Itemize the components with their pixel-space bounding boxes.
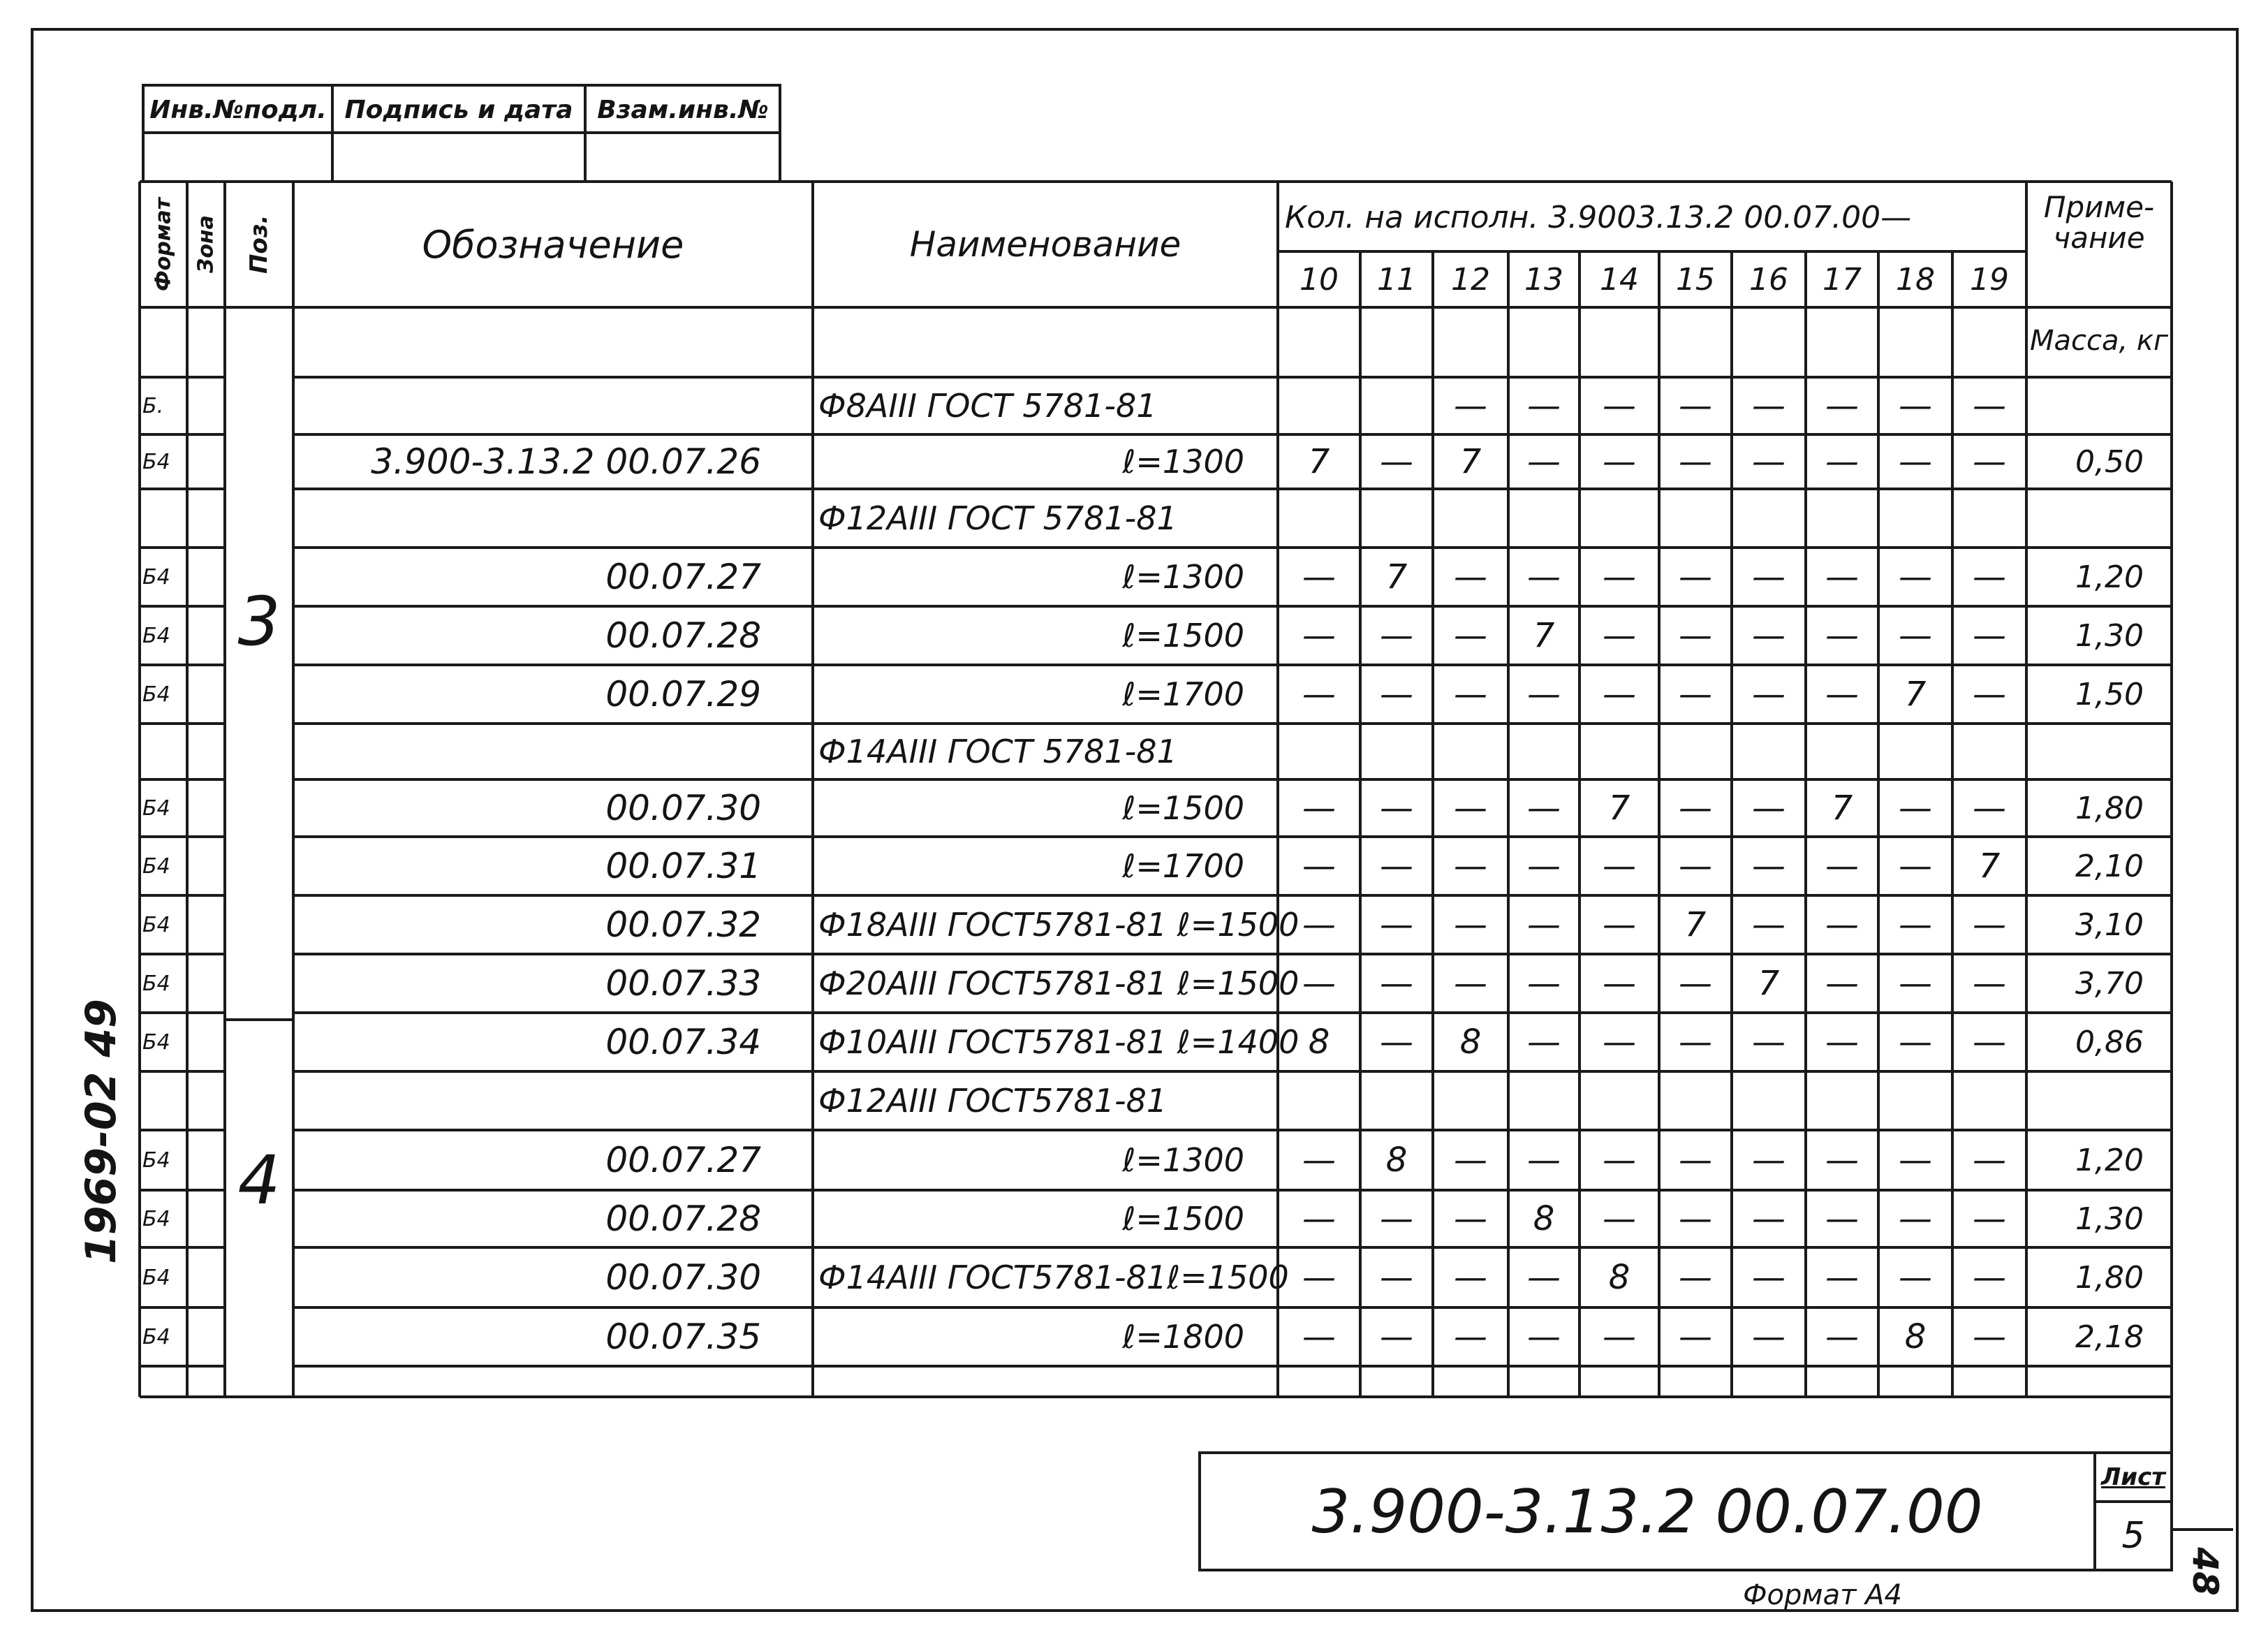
row-qty-10: — bbox=[1302, 616, 1336, 655]
row-qty-18 bbox=[1880, 1074, 1951, 1127]
stamp-replaced-inv: Взам.инв.№ bbox=[597, 95, 769, 124]
row-qty-11: — bbox=[1380, 846, 1413, 886]
header-qty-title: Кол. на исполн. 3.9003.13.2 00.07.00— bbox=[1285, 199, 1912, 235]
row-qty-18: — bbox=[1899, 442, 1932, 481]
variant-header-4: 14 bbox=[1600, 261, 1639, 298]
row-qty-18: — bbox=[1899, 1199, 1932, 1238]
row-qty-17: — bbox=[1825, 386, 1859, 425]
row-qty-15: — bbox=[1679, 386, 1712, 425]
row-qty-13: — bbox=[1527, 557, 1561, 596]
row-qty-12: — bbox=[1454, 557, 1487, 596]
row-qty-17: — bbox=[1825, 1258, 1859, 1297]
row-qty-19: — bbox=[1973, 1199, 2006, 1238]
row-format: Б4 bbox=[142, 564, 170, 589]
row-qty-11: — bbox=[1380, 905, 1413, 944]
row-qty-18: — bbox=[1899, 1141, 1932, 1180]
row-qty-14: — bbox=[1603, 675, 1636, 714]
header-designation: Обозначение bbox=[422, 222, 684, 267]
row-qty-14: 8 bbox=[1608, 1258, 1630, 1297]
sheet-label: Лист bbox=[2101, 1463, 2165, 1491]
row-qty-18: — bbox=[1899, 1022, 1932, 1062]
row-qty-17: — bbox=[1825, 905, 1859, 944]
row-name: Ф12AIII ГОСТ 5781-81 bbox=[818, 499, 1177, 537]
row-qty-13: — bbox=[1527, 1141, 1561, 1180]
row-qty-16: — bbox=[1752, 1199, 1785, 1238]
row-mass: 2,10 bbox=[2075, 848, 2144, 884]
row-qty-17 bbox=[1807, 492, 1877, 545]
row-qty-13 bbox=[1510, 492, 1578, 545]
row-qty-16: — bbox=[1752, 846, 1785, 886]
row-qty-11: — bbox=[1380, 1022, 1413, 1062]
row-qty-15: — bbox=[1679, 557, 1712, 596]
row-qty-13: — bbox=[1527, 905, 1561, 944]
row-mass: 1,30 bbox=[2075, 1201, 2144, 1237]
row-qty-14: — bbox=[1603, 1141, 1636, 1180]
row-qty-12: — bbox=[1454, 1258, 1487, 1297]
row-qty-15: — bbox=[1679, 1022, 1712, 1062]
row-qty-17: — bbox=[1825, 675, 1859, 714]
row-qty-12: — bbox=[1454, 846, 1487, 886]
row-qty-19: — bbox=[1973, 1317, 2006, 1356]
row-qty-18: — bbox=[1899, 557, 1932, 596]
row-qty-15: 7 bbox=[1684, 905, 1707, 944]
row-name: Ф10AIII ГОСТ5781-81 ℓ=1400 bbox=[818, 1023, 1299, 1061]
header-mass-label: Масса, кг bbox=[2029, 325, 2169, 357]
row-name: Ф8AIII ГОСТ 5781-81 bbox=[818, 387, 1157, 425]
row-qty-10 bbox=[1279, 726, 1359, 777]
row-name: ℓ=1800 bbox=[1122, 1318, 1244, 1356]
row-qty-11: — bbox=[1380, 442, 1413, 481]
row-qty-12 bbox=[1434, 1074, 1507, 1127]
row-designation: 00.07.27 bbox=[605, 557, 761, 597]
row-qty-16 bbox=[1733, 726, 1804, 777]
row-format: Б4 bbox=[142, 796, 170, 821]
row-qty-11: — bbox=[1380, 616, 1413, 655]
row-qty-19: — bbox=[1973, 964, 2006, 1003]
row-format bbox=[142, 492, 184, 545]
row-qty-11: — bbox=[1380, 964, 1413, 1003]
format-label: Формат А4 bbox=[1743, 1579, 1902, 1611]
row-qty-16: 7 bbox=[1758, 964, 1780, 1003]
row-designation: 00.07.27 bbox=[605, 1140, 761, 1180]
side-code: 1969-02 49 bbox=[77, 999, 126, 1264]
row-format: Б4 bbox=[142, 449, 170, 474]
row-name: ℓ=1700 bbox=[1122, 847, 1244, 885]
row-qty-11: — bbox=[1380, 1317, 1413, 1356]
row-qty-19: — bbox=[1973, 1022, 2006, 1062]
row-qty-10: — bbox=[1302, 1199, 1336, 1238]
row-qty-13 bbox=[1510, 726, 1578, 777]
row-qty-17 bbox=[1807, 1074, 1877, 1127]
row-qty-14: — bbox=[1603, 386, 1636, 425]
row-qty-12 bbox=[1434, 492, 1507, 545]
row-mass: 1,50 bbox=[2075, 676, 2144, 712]
row-qty-17: — bbox=[1825, 846, 1859, 886]
row-qty-13: — bbox=[1527, 964, 1561, 1003]
row-qty-12: — bbox=[1454, 616, 1487, 655]
row-qty-16: — bbox=[1752, 789, 1785, 828]
header-zone: Зона bbox=[193, 215, 219, 274]
header-name: Наименование bbox=[909, 224, 1181, 265]
row-qty-18: — bbox=[1899, 964, 1932, 1003]
row-qty-18: — bbox=[1899, 846, 1932, 886]
row-qty-17: — bbox=[1825, 442, 1859, 481]
sheet-number: 5 bbox=[2121, 1515, 2145, 1557]
row-qty-19: 7 bbox=[1978, 846, 2001, 886]
row-qty-10: — bbox=[1302, 789, 1336, 828]
row-mass: 0,50 bbox=[2075, 444, 2144, 480]
row-qty-16: — bbox=[1752, 905, 1785, 944]
row-qty-15 bbox=[1660, 1074, 1730, 1127]
row-designation: 00.07.29 bbox=[605, 674, 761, 714]
row-qty-10 bbox=[1279, 380, 1359, 432]
row-qty-13: — bbox=[1527, 1258, 1561, 1297]
row-qty-18 bbox=[1880, 492, 1951, 545]
stamp-signature-date: Подпись и дата bbox=[344, 95, 573, 124]
row-qty-11: — bbox=[1380, 675, 1413, 714]
row-qty-13 bbox=[1510, 1074, 1578, 1127]
position-label-3: 3 bbox=[237, 582, 281, 661]
row-format: Б4 bbox=[142, 1324, 170, 1349]
row-designation bbox=[300, 726, 761, 777]
row-name: Ф14AIII ГОСТ5781-81ℓ=1500 bbox=[818, 1259, 1289, 1296]
row-qty-15: — bbox=[1679, 1317, 1712, 1356]
row-qty-11: — bbox=[1380, 1199, 1413, 1238]
row-qty-12: — bbox=[1454, 789, 1487, 828]
row-qty-17: — bbox=[1825, 557, 1859, 596]
row-mass: 0,86 bbox=[2075, 1024, 2144, 1060]
row-qty-18: 8 bbox=[1904, 1317, 1927, 1356]
row-designation: 00.07.30 bbox=[605, 1257, 761, 1298]
row-name: Ф18AIII ГОСТ5781-81 ℓ=1500 bbox=[818, 906, 1299, 944]
variant-header-6: 16 bbox=[1749, 261, 1788, 298]
row-qty-16: — bbox=[1752, 1258, 1785, 1297]
row-qty-19: — bbox=[1973, 789, 2006, 828]
header-note bbox=[2028, 184, 2170, 261]
row-qty-14: — bbox=[1603, 557, 1636, 596]
row-designation: 00.07.30 bbox=[605, 788, 761, 828]
row-name: ℓ=1500 bbox=[1122, 1200, 1244, 1238]
row-qty-10 bbox=[1279, 1074, 1359, 1127]
row-qty-13: 7 bbox=[1533, 616, 1555, 655]
variant-header-0: 10 bbox=[1299, 261, 1339, 298]
variant-header-1: 11 bbox=[1377, 261, 1416, 298]
row-qty-19: — bbox=[1973, 905, 2006, 944]
row-qty-13: — bbox=[1527, 442, 1561, 481]
row-qty-16: — bbox=[1752, 1317, 1785, 1356]
row-qty-15: — bbox=[1679, 442, 1712, 481]
row-qty-11 bbox=[1362, 726, 1431, 777]
row-qty-18: — bbox=[1899, 386, 1932, 425]
row-qty-17: 7 bbox=[1831, 789, 1853, 828]
row-format: Б4 bbox=[142, 682, 170, 707]
row-qty-12: — bbox=[1454, 1317, 1487, 1356]
row-qty-15: — bbox=[1679, 789, 1712, 828]
row-name: Ф14AIII ГОСТ 5781-81 bbox=[818, 733, 1177, 770]
row-qty-13: — bbox=[1527, 386, 1561, 425]
row-qty-10: — bbox=[1302, 905, 1336, 944]
row-format: Б4 bbox=[142, 912, 170, 937]
row-qty-15: — bbox=[1679, 1199, 1712, 1238]
row-qty-10 bbox=[1279, 492, 1359, 545]
row-qty-19: — bbox=[1973, 616, 2006, 655]
row-name: ℓ=1700 bbox=[1122, 675, 1244, 713]
row-mass: 1,80 bbox=[2075, 1259, 2144, 1296]
row-mass: 1,20 bbox=[2075, 559, 2144, 595]
header-position: Поз. bbox=[245, 214, 273, 274]
row-qty-13: — bbox=[1527, 675, 1561, 714]
row-qty-14: 7 bbox=[1608, 789, 1630, 828]
row-qty-12: — bbox=[1454, 675, 1487, 714]
variant-header-7: 17 bbox=[1822, 261, 1862, 298]
row-name: ℓ=1500 bbox=[1122, 789, 1244, 827]
row-qty-12: 7 bbox=[1459, 442, 1482, 481]
row-qty-14: — bbox=[1603, 1022, 1636, 1062]
row-format bbox=[142, 1074, 184, 1127]
row-qty-12: — bbox=[1454, 1199, 1487, 1238]
variant-header-3: 13 bbox=[1524, 261, 1563, 298]
row-format: Б4 bbox=[142, 1265, 170, 1290]
row-qty-14: — bbox=[1603, 964, 1636, 1003]
row-qty-17: — bbox=[1825, 1317, 1859, 1356]
row-designation: 00.07.34 bbox=[605, 1022, 761, 1062]
row-mass: 1,20 bbox=[2075, 1142, 2144, 1178]
row-qty-14: — bbox=[1603, 1317, 1636, 1356]
position-label-4: 4 bbox=[237, 1141, 281, 1219]
header-mass bbox=[2028, 307, 2170, 374]
row-designation: 00.07.32 bbox=[605, 904, 761, 945]
row-qty-11 bbox=[1362, 380, 1431, 432]
row-format bbox=[142, 726, 184, 777]
doc-number: 3.900-3.13.2 00.07.00 bbox=[1311, 1477, 1983, 1547]
row-qty-15: — bbox=[1679, 1141, 1712, 1180]
row-designation bbox=[300, 380, 761, 432]
header-format: Формат bbox=[151, 198, 176, 291]
row-qty-10: — bbox=[1302, 846, 1336, 886]
variant-header-2: 12 bbox=[1451, 261, 1490, 298]
row-qty-18: — bbox=[1899, 616, 1932, 655]
row-qty-19 bbox=[1954, 1074, 2025, 1127]
row-qty-17 bbox=[1807, 726, 1877, 777]
row-qty-14 bbox=[1581, 726, 1658, 777]
row-qty-12: — bbox=[1454, 905, 1487, 944]
row-qty-10: — bbox=[1302, 1141, 1336, 1180]
row-qty-19: — bbox=[1973, 1141, 2006, 1180]
row-mass: 3,70 bbox=[2075, 965, 2144, 1002]
row-qty-16: — bbox=[1752, 557, 1785, 596]
row-qty-10: — bbox=[1302, 964, 1336, 1003]
row-mass: 3,10 bbox=[2075, 907, 2144, 943]
row-qty-18: — bbox=[1899, 905, 1932, 944]
row-qty-11: — bbox=[1380, 789, 1413, 828]
row-qty-11: 8 bbox=[1385, 1141, 1408, 1180]
row-qty-17: — bbox=[1825, 616, 1859, 655]
row-qty-15: — bbox=[1679, 846, 1712, 886]
row-name: ℓ=1300 bbox=[1122, 443, 1244, 481]
row-qty-18: 7 bbox=[1904, 675, 1927, 714]
row-designation: 00.07.28 bbox=[605, 615, 761, 656]
row-qty-15 bbox=[1660, 492, 1730, 545]
row-qty-10: — bbox=[1302, 675, 1336, 714]
row-mass bbox=[2032, 1074, 2144, 1127]
variant-header-9: 19 bbox=[1970, 261, 2009, 298]
variant-header-5: 15 bbox=[1676, 261, 1715, 298]
row-qty-10: 8 bbox=[1308, 1022, 1330, 1062]
row-qty-12: — bbox=[1454, 386, 1487, 425]
row-mass: 2,18 bbox=[2075, 1319, 2144, 1355]
row-qty-14: — bbox=[1603, 1199, 1636, 1238]
row-qty-16: — bbox=[1752, 1022, 1785, 1062]
row-qty-15: — bbox=[1679, 964, 1712, 1003]
row-qty-16 bbox=[1733, 1074, 1804, 1127]
row-mass: 1,30 bbox=[2075, 617, 2144, 654]
row-qty-16 bbox=[1733, 492, 1804, 545]
row-qty-14: — bbox=[1603, 616, 1636, 655]
row-designation bbox=[300, 492, 761, 545]
row-qty-16: — bbox=[1752, 386, 1785, 425]
row-qty-16: — bbox=[1752, 675, 1785, 714]
row-format: Б4 bbox=[142, 853, 170, 879]
row-qty-15: — bbox=[1679, 616, 1712, 655]
stamp-inv-number: Инв.№подл. bbox=[149, 95, 327, 124]
row-qty-18: — bbox=[1899, 789, 1932, 828]
row-qty-14: — bbox=[1603, 905, 1636, 944]
row-qty-16: — bbox=[1752, 442, 1785, 481]
row-qty-15: — bbox=[1679, 1258, 1712, 1297]
row-qty-13: 8 bbox=[1533, 1199, 1555, 1238]
row-qty-12: — bbox=[1454, 964, 1487, 1003]
row-qty-19 bbox=[1954, 726, 2025, 777]
row-qty-19: — bbox=[1973, 386, 2006, 425]
row-qty-19: — bbox=[1973, 557, 2006, 596]
row-mass: 1,80 bbox=[2075, 790, 2144, 826]
row-designation: 00.07.31 bbox=[605, 846, 761, 886]
row-qty-17: — bbox=[1825, 1199, 1859, 1238]
row-qty-12: — bbox=[1454, 1141, 1487, 1180]
row-qty-13: — bbox=[1527, 789, 1561, 828]
row-qty-10: — bbox=[1302, 557, 1336, 596]
row-mass bbox=[2032, 380, 2144, 432]
row-format: Б4 bbox=[142, 1029, 170, 1055]
row-qty-10: — bbox=[1302, 1317, 1336, 1356]
row-qty-18: — bbox=[1899, 1258, 1932, 1297]
row-qty-16: — bbox=[1752, 616, 1785, 655]
row-qty-11 bbox=[1362, 492, 1431, 545]
row-qty-13: — bbox=[1527, 1317, 1561, 1356]
row-qty-19 bbox=[1954, 492, 2025, 545]
row-designation: 00.07.33 bbox=[605, 963, 761, 1004]
row-qty-10: 7 bbox=[1308, 442, 1330, 481]
row-designation: 3.900-3.13.2 00.07.26 bbox=[371, 441, 761, 482]
row-format: Б. bbox=[142, 393, 164, 418]
row-name: ℓ=1500 bbox=[1122, 617, 1244, 654]
page-corner-number: 48 bbox=[2185, 1547, 2225, 1596]
row-mass bbox=[2032, 726, 2144, 777]
row-qty-12 bbox=[1434, 726, 1507, 777]
row-qty-13: — bbox=[1527, 846, 1561, 886]
row-format: Б4 bbox=[142, 623, 170, 648]
row-qty-15 bbox=[1660, 726, 1730, 777]
row-designation bbox=[300, 1074, 761, 1127]
row-qty-14: — bbox=[1603, 846, 1636, 886]
row-name: ℓ=1300 bbox=[1122, 1141, 1244, 1179]
row-qty-17: — bbox=[1825, 1022, 1859, 1062]
row-qty-19: — bbox=[1973, 1258, 2006, 1297]
row-qty-10: — bbox=[1302, 1258, 1336, 1297]
row-format: Б4 bbox=[142, 971, 170, 996]
row-qty-11: — bbox=[1380, 1258, 1413, 1297]
row-designation: 00.07.35 bbox=[605, 1317, 761, 1357]
row-qty-17: — bbox=[1825, 1141, 1859, 1180]
row-qty-18 bbox=[1880, 726, 1951, 777]
row-qty-12: 8 bbox=[1459, 1022, 1482, 1062]
row-format: Б4 bbox=[142, 1206, 170, 1231]
row-name: Ф20AIII ГОСТ5781-81 ℓ=1500 bbox=[818, 965, 1299, 1002]
row-qty-13: — bbox=[1527, 1022, 1561, 1062]
row-format: Б4 bbox=[142, 1148, 170, 1173]
row-designation: 00.07.28 bbox=[605, 1198, 761, 1239]
row-qty-19: — bbox=[1973, 442, 2006, 481]
row-name: Ф12AIII ГОСТ5781-81 bbox=[818, 1082, 1168, 1120]
row-qty-17: — bbox=[1825, 964, 1859, 1003]
row-name: ℓ=1300 bbox=[1122, 558, 1244, 596]
row-qty-11 bbox=[1362, 1074, 1431, 1127]
row-qty-11: 7 bbox=[1385, 557, 1408, 596]
header-note-label: Приме-чание bbox=[2043, 190, 2155, 255]
row-qty-14: — bbox=[1603, 442, 1636, 481]
row-qty-19: — bbox=[1973, 675, 2006, 714]
row-qty-14 bbox=[1581, 1074, 1658, 1127]
row-mass bbox=[2032, 492, 2144, 545]
row-qty-16: — bbox=[1752, 1141, 1785, 1180]
row-qty-14 bbox=[1581, 492, 1658, 545]
variant-header-8: 18 bbox=[1896, 261, 1935, 298]
row-qty-15: — bbox=[1679, 675, 1712, 714]
